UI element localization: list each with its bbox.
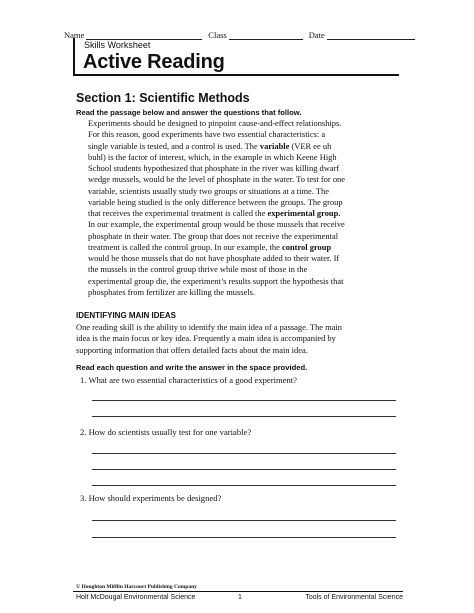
passage-text: treatment is called the control group. In our example, the — [88, 241, 282, 252]
passage-text: In our example, the experimental group would be those mussels that receive — [88, 219, 345, 230]
section-title: Section 1: Scientific Methods — [76, 91, 250, 105]
passage-line — [88, 208, 406, 219]
key-term: control group — [282, 241, 332, 252]
passage-text: phosphates from fertilizer are killing the mussels. — [88, 286, 256, 297]
answer-line[interactable] — [92, 537, 396, 538]
passage-instruction: Read the passage below and answer the questions that follow. — [76, 108, 302, 117]
footer-page-number: 1 — [238, 594, 242, 601]
passage-text: For this reason, good experiments have two essential characteristics: a — [88, 129, 326, 140]
passage-line — [88, 141, 406, 152]
answer-line[interactable] — [92, 400, 396, 401]
passage-line — [88, 231, 406, 242]
question-1 — [80, 375, 297, 385]
main-ideas-heading: IDENTIFYING MAIN IDEAS — [76, 311, 177, 320]
name-label: Name — [64, 30, 85, 40]
passage-text: the mussels in the control group thrive while most of those in the — [88, 264, 308, 275]
question-text: How do scientists usually test for one variable? — [88, 427, 252, 437]
passage-line — [88, 174, 406, 185]
answer-line[interactable] — [92, 469, 396, 470]
passage-line — [88, 163, 406, 174]
footer-book-title: Holt McDougal Environmental Science — [76, 594, 196, 601]
reading-passage — [88, 118, 406, 298]
passage-line — [88, 197, 406, 208]
paragraph-line: supporting information that offers detailed facts about the main idea. — [76, 344, 308, 355]
passage-text: buhl) is the factor of interest, which, in the example in which Keene High — [88, 151, 337, 162]
passage-text: (VER ee uh — [289, 140, 332, 151]
passage-line — [88, 219, 406, 230]
passage-line — [88, 242, 406, 253]
page-footer — [73, 591, 403, 602]
copyright-notice: © Houghton Mifflin Harcourt Publishing Company — [76, 584, 197, 590]
page-title: Active Reading — [83, 51, 225, 73]
question-text: How should experiments be designed? — [88, 493, 222, 503]
key-term: variable — [259, 140, 290, 151]
passage-line — [88, 264, 406, 275]
key-term: experimental group. — [267, 208, 341, 218]
passage-text: wedge mussels, would be the level of phosphate in the water. To test for one — [88, 174, 346, 185]
paragraph-line: idea is the main focus or key idea. Frequently a main idea is accompanied by — [76, 333, 336, 344]
answer-line[interactable] — [92, 485, 396, 486]
footer-chapter-title: Tools of Environmental Science — [305, 594, 403, 601]
passage-line — [88, 186, 406, 197]
question-text: What are two essential characteristics of a good experiment? — [88, 375, 297, 385]
passage-line — [88, 118, 406, 129]
question-2 — [80, 427, 251, 437]
passage-text: experimental group die, the experiment’s results support the hypothesis that — [88, 275, 344, 286]
answer-instruction: Read each question and write the answer in the space provided. — [76, 363, 308, 372]
passage-text: variable, scientists usually study two groups or situations at a time. The — [88, 185, 329, 196]
answer-line[interactable] — [92, 416, 396, 417]
passage-line — [88, 287, 406, 298]
passage-text: School students hypothesized that phosphate in the river was killing dwarf — [88, 163, 340, 173]
passage-text: phosphate in their water. The group that does not receive the experimental — [88, 230, 339, 241]
paragraph-line: One reading skill is the ability to identify the main idea of a passage. The main — [76, 322, 343, 332]
passage-line — [88, 276, 406, 287]
passage-text: Experiments should be designed to pinpoint cause-and-effect relationships. — [88, 118, 342, 128]
question-number: 2. — [80, 427, 87, 437]
question-3 — [80, 493, 221, 503]
class-label: Class — [208, 30, 227, 40]
worksheet-label: Skills Worksheet — [84, 40, 151, 50]
main-ideas-paragraph — [76, 322, 406, 356]
passage-line — [88, 129, 406, 140]
passage-text: that receives the experimental treatment is called the — [88, 208, 268, 218]
date-label: Date — [308, 30, 325, 40]
answer-line[interactable] — [92, 520, 396, 521]
answer-line[interactable] — [92, 453, 396, 454]
passage-text: would be those mussels that do not have phosphate added to their water. If — [88, 253, 340, 263]
question-number: 1. — [80, 375, 87, 385]
passage-line — [88, 253, 406, 264]
question-number: 3. — [80, 493, 87, 503]
passage-line — [88, 152, 406, 163]
title-block — [73, 38, 399, 76]
passage-text: variable being studied is the only difference between the groups. The group — [88, 196, 343, 207]
passage-text: single variable is tested, and a control is used. The — [88, 140, 260, 151]
